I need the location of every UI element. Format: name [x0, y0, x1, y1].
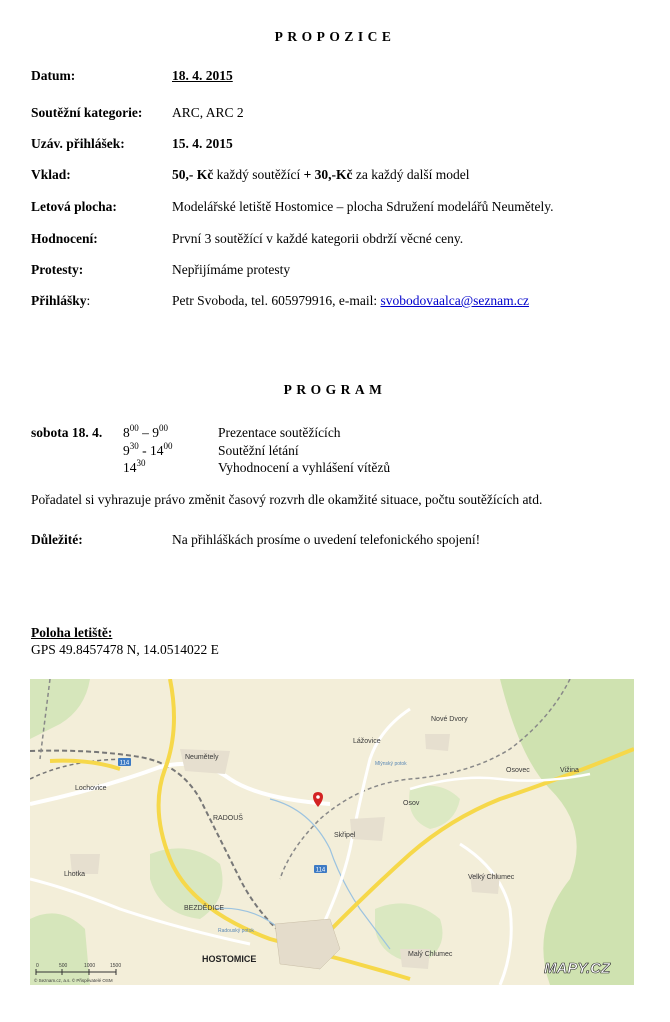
place-osovec: Osovec	[506, 767, 530, 774]
hodnoceni-label: Hodnocení:	[31, 231, 98, 246]
place-maly-chlumec: Malý Chlumec	[408, 951, 453, 958]
program-day: sobota 18. 4.	[31, 425, 103, 440]
place-neumetely: Neumětely	[185, 754, 219, 761]
stream-radousky: Radouský potok	[218, 928, 254, 934]
route-number-2: 114	[315, 867, 326, 874]
program-time-3: $14^{30}$	[123, 458, 146, 475]
vklad-text-2: za každý další model	[352, 167, 470, 182]
uzaverka-value: 15. 4. 2015	[172, 136, 233, 151]
protesty-label: Protesty:	[31, 262, 84, 277]
kategorie-value: ARC, ARC 2	[172, 105, 244, 120]
scale-1500: 1500	[110, 963, 122, 969]
vklad-text-1: každý soutěžící	[213, 167, 304, 182]
propozice-heading: PROPOZICE	[274, 29, 396, 44]
datum-label: Datum:	[31, 68, 76, 83]
uzaverka-label: Uzáv. přihlášek:	[31, 136, 125, 151]
dulezite-label: Důležité:	[31, 532, 83, 547]
kategorie-label: Soutěžní kategorie:	[31, 105, 143, 120]
dulezite-text: Na přihláškách prosíme o uvedení telefonického spojení!	[172, 532, 481, 547]
prihlasky-value	[172, 293, 529, 309]
program-heading: PROGRAM	[283, 382, 387, 397]
mapy-logo: MAPY.CZ	[544, 960, 611, 977]
place-bezdedice: BEZDĚDICE	[184, 905, 225, 912]
hodnoceni-value: První 3 soutěžící v každé kategorii obdrží věcné ceny.	[172, 231, 464, 246]
email-link[interactable]: svobodovaalca@seznam.cz	[380, 293, 529, 308]
place-osov: Osov	[403, 800, 420, 807]
prihlasky-label	[31, 293, 90, 309]
route-number: 114	[119, 760, 130, 767]
place-nove-dvory: Nové Dvory	[431, 716, 468, 723]
place-lhotka: Lhotka	[64, 871, 86, 878]
scale-1000: 1000	[84, 963, 96, 969]
program-item-1: Prezentace soutěžících	[218, 425, 341, 440]
vklad-amount-2: 30,-Kč	[314, 167, 353, 182]
vklad-value	[172, 167, 470, 183]
place-radous: RADOUŠ	[213, 815, 243, 822]
vklad-label: Vklad:	[31, 167, 71, 182]
program-time-2: $9^{30} - 14^{00}$	[123, 441, 173, 458]
location-map[interactable]	[30, 679, 634, 985]
map-attribution: © Seznam.cz, a.s. © Přispěvatelé OSM	[34, 978, 113, 983]
location-title: Poloha letiště:	[31, 625, 113, 640]
letova-plocha-value: Modelářské letiště Hostomice – plocha Sdružení modelářů Neumětely.	[172, 199, 554, 214]
place-velky-chlumec: Velký Chlumec	[468, 874, 515, 881]
program-item-3: Vyhodnocení a vyhlášení vítězů	[218, 460, 391, 475]
place-hostomice: HOSTOMICE	[202, 954, 257, 964]
map-graphic	[30, 679, 634, 985]
scale-500: 500	[59, 963, 68, 969]
vklad-plus: +	[303, 167, 312, 182]
vklad-amount-1: 50,- Kč	[172, 167, 214, 182]
place-vizina: Vižina	[560, 767, 579, 774]
prihlasky-contact: Petr Svoboda, tel. 605979916, e-mail:	[172, 293, 381, 308]
stream-mlynsky: Mlýnský potok	[375, 761, 407, 767]
place-lochovice: Lochovice	[75, 785, 107, 792]
scale-0: 0	[36, 963, 39, 969]
datum-value: 18. 4. 2015	[172, 68, 233, 83]
place-skripel: Skřipel	[334, 832, 356, 839]
gps-coordinates: GPS 49.8457478 N, 14.0514022 E	[31, 642, 219, 657]
place-lazovice: Lážovice	[353, 738, 381, 745]
protesty-value: Nepřijímáme protesty	[172, 262, 291, 277]
program-note: Pořadatel si vyhrazuje právo změnit časový rozvrh dle okamžité situace, počtu soutěžících atd.	[31, 492, 543, 507]
program-item-2: Soutěžní létání	[218, 443, 299, 458]
letova-plocha-label: Letová plocha:	[31, 199, 117, 214]
prihlasky-label-colon: :	[86, 293, 91, 308]
prihlasky-label-text: Přihlášky	[31, 293, 87, 308]
program-time-1: $8^{00} - 9^{00}$	[123, 423, 168, 440]
